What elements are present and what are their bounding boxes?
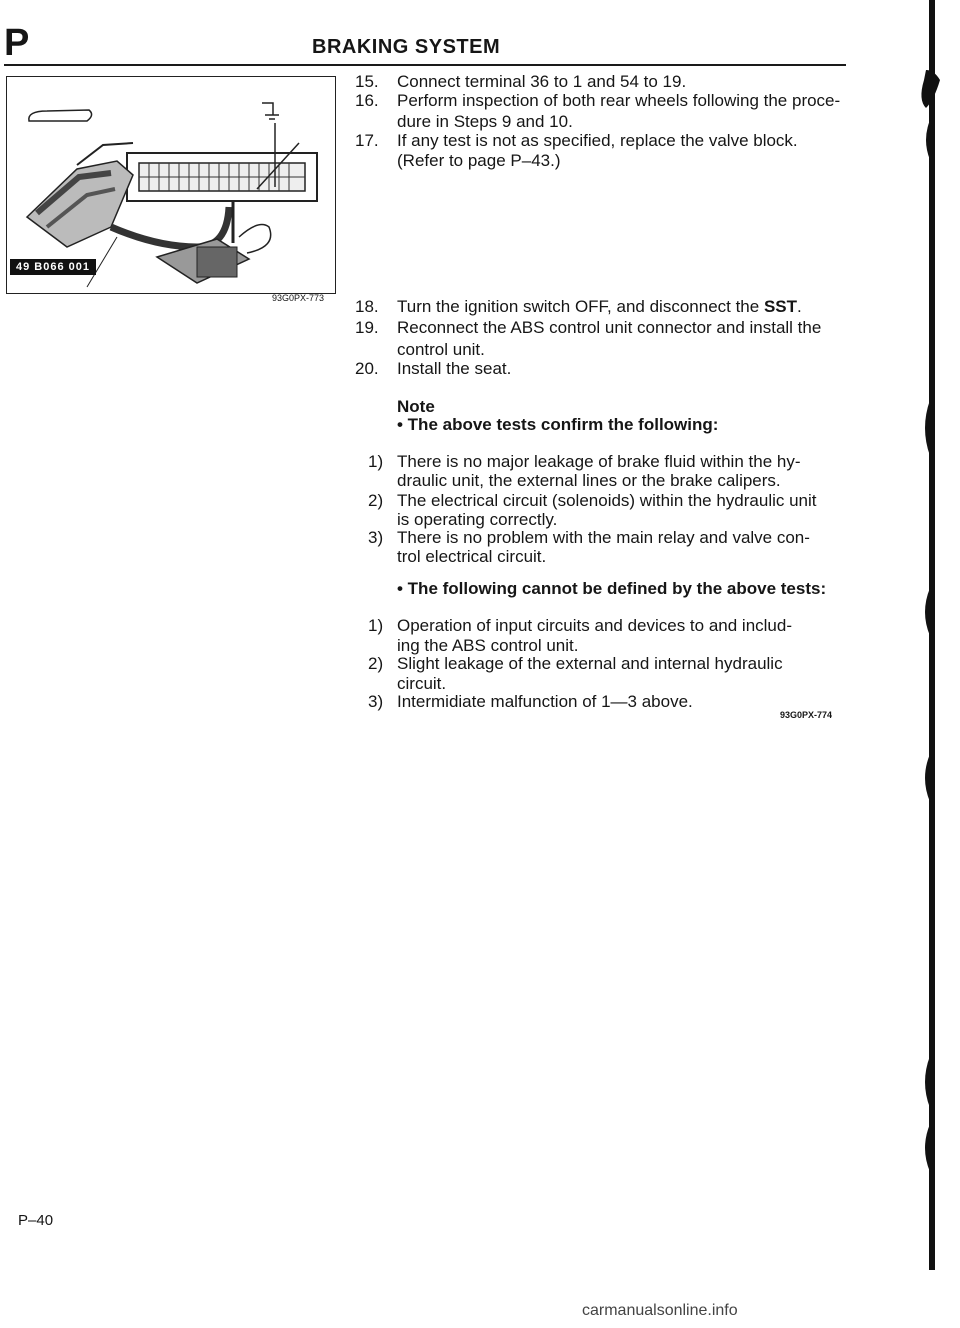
cannot-item-2-text: Slight leakage of the external and internal hydraulic [397,654,783,673]
step-text: Perform inspection of both rear wheels following the proce- [397,91,841,110]
confirm-item-3-continued: trol electrical circuit. [397,547,547,566]
note-heading: Note [397,397,435,416]
confirm-item-2-text: The electrical circuit (solenoids) within the hydraulic unit [397,491,817,510]
step-number: 19. [355,318,379,337]
header-rule [4,64,846,66]
item-number: 1) [368,616,384,635]
step-text: Reconnect the ABS control unit connector and install the [397,318,822,337]
step-text: Install the seat. [397,359,512,378]
step-text: Connect terminal 36 to 1 and 54 to 19. [397,72,687,91]
sst-number-badge: 49 B066 001 [10,259,96,275]
step-19 [355,318,855,337]
cannot-item-3-text: Intermidiate malfunction of 1—3 above. [397,692,693,711]
step-15 [355,72,855,91]
step-number: 17. [355,131,379,150]
binder-edge-marks [900,0,960,1328]
step-16-continued: dure in Steps 9 and 10. [397,112,573,131]
step-18 [355,297,855,316]
cannot-item-1-text: Operation of input circuits and devices to and includ- [397,616,793,635]
item-number: 1) [368,452,384,471]
sst-term: SST [763,297,798,316]
cannot-item-2-continued: circuit. [397,674,447,693]
section-title: BRAKING SYSTEM [312,36,501,58]
cannot-heading: • The following cannot be defined by the above tests: [397,579,827,598]
note-code: 93G0PX-774 [780,710,833,720]
confirm-item-1-continued: draulic unit, the external lines or the brake calipers. [397,471,781,490]
step-17 [355,131,855,150]
watermark: carmanualsonline.info [582,1302,738,1319]
step-number: 15. [355,72,379,91]
cannot-item-1-continued: ing the ABS control unit. [397,636,579,655]
item-number: 3) [368,528,384,547]
step-number: 20. [355,359,379,378]
confirm-item-3-text: There is no problem with the main relay and valve con- [397,528,810,547]
item-number: 3) [368,692,384,711]
step-20 [355,359,855,378]
step-16 [355,91,855,110]
step-number: 18. [355,297,379,316]
item-number: 2) [368,654,384,673]
step-number: 16. [355,91,379,110]
step-19-continued: control unit. [397,340,485,359]
step-text-end: . [797,297,802,316]
step-17-continued: (Refer to page P–43.) [397,151,561,170]
step-text: If any test is not as specified, replace the valve block. [397,131,798,150]
item-number: 2) [368,491,384,510]
page-number: P–40 [18,1212,54,1229]
figure-code: 93G0PX-773 [272,293,325,303]
step-text: Turn the ignition switch OFF, and disconnect the [397,297,764,316]
section-letter: P [4,22,30,64]
confirm-heading: • The above tests confirm the following: [397,415,719,434]
confirm-item-2-continued: is operating correctly. [397,510,558,529]
confirm-item-1-text: There is no major leakage of brake fluid within the hy- [397,452,801,471]
